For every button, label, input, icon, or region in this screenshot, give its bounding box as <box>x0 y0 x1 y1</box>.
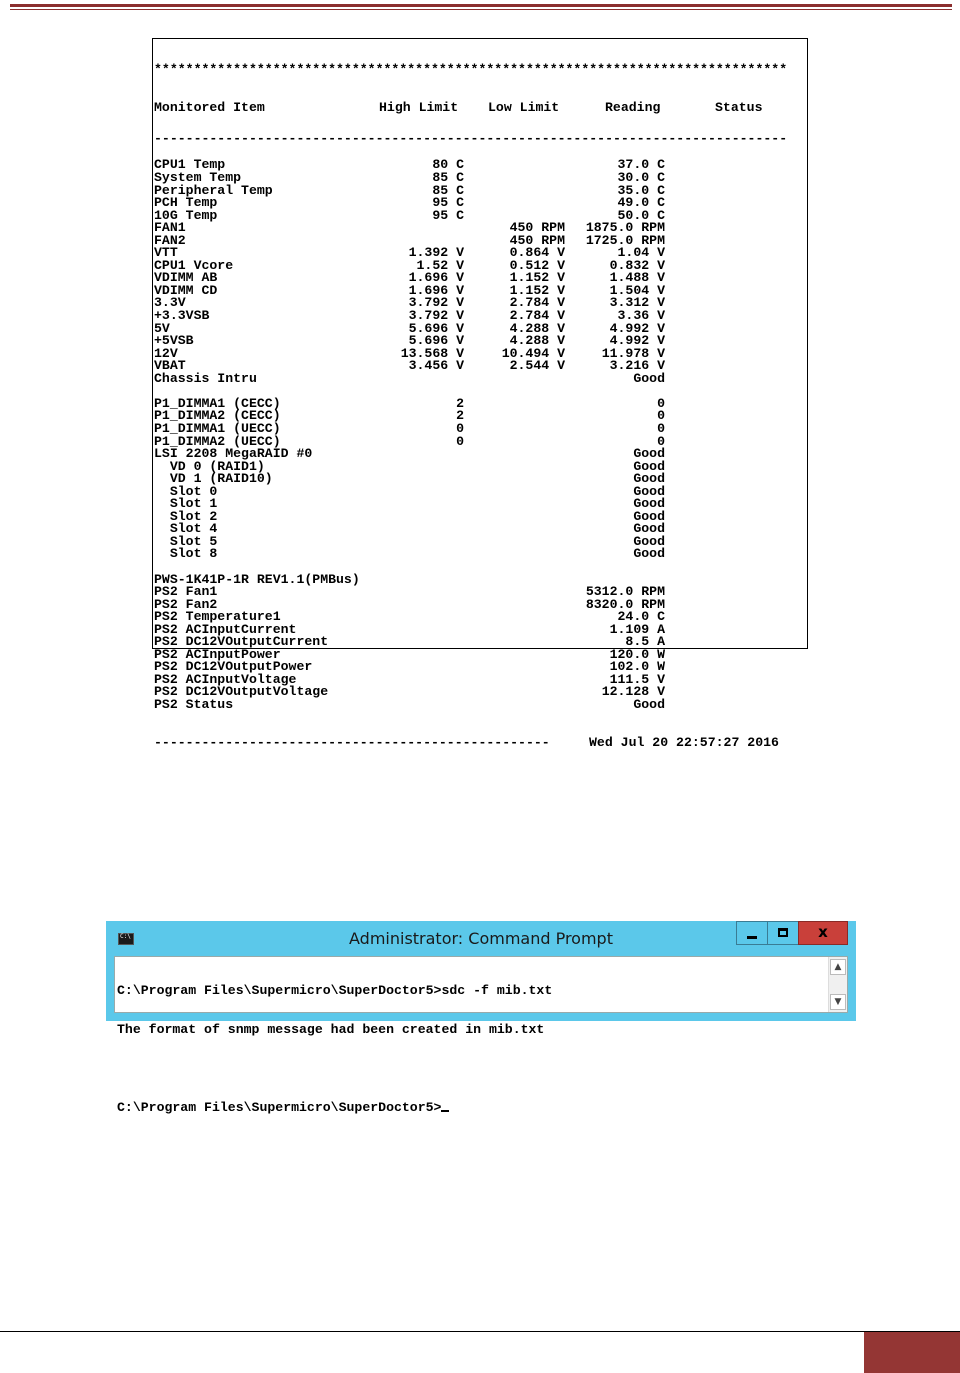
row-item-name: VD 0 (RAID1) <box>154 458 265 474</box>
row-reading: 8.5 A <box>625 634 665 650</box>
row-item-name: VBAT <box>154 358 186 374</box>
cmd-prompt-line <box>117 1101 552 1114</box>
row-item-name: Slot 4 <box>154 521 218 537</box>
report-row <box>153 523 809 536</box>
row-item-name: Chassis Intru <box>154 370 257 386</box>
report-row <box>153 508 809 524</box>
row-low-limit: 1.152 V <box>509 282 565 298</box>
row-reading: 5312.0 RPM <box>585 584 665 600</box>
report-row <box>153 282 809 298</box>
cmd-output <box>117 958 552 1140</box>
row-high-limit: 0 <box>456 433 464 449</box>
row-item-name: PS2 Temperature1 <box>154 609 281 625</box>
row-reading: Good <box>633 521 665 537</box>
minimize-button[interactable] <box>736 921 768 945</box>
report-row <box>153 159 809 172</box>
row-item-name: FAN2 <box>154 232 186 248</box>
row-reading: Good <box>633 370 665 386</box>
row-reading: 24.0 C <box>617 609 665 625</box>
report-row <box>153 297 809 310</box>
row-item-name: PWS-1K41P-1R REV1.1(PMBus) <box>154 571 360 587</box>
row-reading: 49.0 C <box>617 195 665 211</box>
row-high-limit: 85 C <box>432 170 464 186</box>
report-row <box>153 207 809 223</box>
row-high-limit: 95 C <box>432 207 464 223</box>
header-low-limit: Low Limit <box>488 99 560 115</box>
row-item-name: 5V <box>154 320 170 336</box>
header-status: Status <box>715 99 763 115</box>
report-row <box>153 247 809 260</box>
minimize-icon <box>747 936 757 939</box>
vertical-scrollbar[interactable] <box>828 957 847 1012</box>
row-item-name: +5VSB <box>154 333 194 349</box>
row-reading: Good <box>633 696 665 712</box>
row-high-limit: 0 <box>456 420 464 436</box>
report-end-dashes: -------------------------------------------------- <box>154 734 550 750</box>
cmd-title: Administrator: Command Prompt <box>349 929 613 948</box>
row-high-limit: 1.696 V <box>408 282 464 298</box>
row-item-name: Slot 2 <box>154 508 218 524</box>
scroll-up-icon[interactable]: ▲ <box>830 959 846 975</box>
row-item-name: P1_DIMMA2 (CECC) <box>154 408 281 424</box>
report-row <box>153 571 809 587</box>
row-low-limit: 2.544 V <box>509 358 565 374</box>
row-reading: 4.992 V <box>609 320 665 336</box>
row-reading: 0 <box>657 395 665 411</box>
maximize-button[interactable] <box>767 921 799 945</box>
row-reading: 3.312 V <box>609 295 665 311</box>
report-end-row <box>153 734 809 750</box>
row-item-name: 3.3V <box>154 295 186 311</box>
row-high-limit: 5.696 V <box>408 320 464 336</box>
row-item-name: Slot 8 <box>154 546 218 562</box>
report-row <box>153 483 809 499</box>
row-reading: 0 <box>657 420 665 436</box>
row-high-limit: 2 <box>456 395 464 411</box>
row-reading: Good <box>633 533 665 549</box>
row-high-limit: 3.792 V <box>408 295 464 311</box>
row-reading: 111.5 V <box>609 671 665 687</box>
row-reading: Good <box>633 496 665 512</box>
report-row <box>153 222 809 235</box>
report-dashes: -------------------------------------------------------------------------------- <box>154 131 788 147</box>
report-row <box>153 272 809 285</box>
row-item-name: PS2 DC12VOutputPower <box>154 659 313 675</box>
row-reading: 102.0 W <box>609 659 665 675</box>
report-row <box>153 533 809 549</box>
scroll-down-icon[interactable]: ▼ <box>830 994 846 1010</box>
row-reading: 1.488 V <box>609 270 665 286</box>
report-stars: ******************************************************************************** <box>154 62 788 78</box>
report-dash-row <box>153 131 809 147</box>
report-row <box>153 310 809 323</box>
row-reading: 4.992 V <box>609 333 665 349</box>
row-item-name: VDIMM AB <box>154 270 218 286</box>
header-monitored-item: Monitored Item <box>154 99 265 115</box>
row-low-limit: 2.784 V <box>509 308 565 324</box>
row-reading: 1.504 V <box>609 282 665 298</box>
row-item-name: +3.3VSB <box>154 308 210 324</box>
row-item-name: PS2 ACInputVoltage <box>154 671 297 687</box>
row-high-limit: 1.696 V <box>408 270 464 286</box>
row-low-limit: 10.494 V <box>501 345 565 361</box>
report-row <box>153 686 809 699</box>
row-item-name: 10G Temp <box>154 207 218 223</box>
row-low-limit: 450 RPM <box>509 232 565 248</box>
report-row <box>153 586 809 599</box>
row-item-name: 12V <box>154 345 178 361</box>
footer-rule <box>0 1331 960 1332</box>
close-icon: x <box>818 923 828 941</box>
row-reading: 1875.0 RPM <box>585 220 665 236</box>
row-item-name: FAN1 <box>154 220 186 236</box>
header-rule <box>10 4 952 7</box>
row-reading: Good <box>633 483 665 499</box>
row-low-limit: 4.288 V <box>509 320 565 336</box>
row-high-limit: 80 C <box>432 157 464 173</box>
row-item-name: PS2 Status <box>154 696 234 712</box>
sensor-report-console <box>152 38 808 750</box>
header-rule-thin <box>10 9 952 10</box>
row-reading: 30.0 C <box>617 170 665 186</box>
row-reading: 12.128 V <box>601 684 665 700</box>
report-row <box>153 335 809 348</box>
close-button[interactable] <box>798 921 848 945</box>
row-item-name: LSI 2208 MegaRAID #0 <box>154 446 313 462</box>
row-reading: 3.36 V <box>617 308 665 324</box>
row-item-name: CPU1 Temp <box>154 157 226 173</box>
row-reading: 3.216 V <box>609 358 665 374</box>
report-row <box>153 696 809 712</box>
row-reading: 0 <box>657 408 665 424</box>
report-row <box>153 370 809 386</box>
row-reading: 37.0 C <box>617 157 665 173</box>
row-high-limit: 13.568 V <box>400 345 464 361</box>
row-high-limit: 3.792 V <box>408 308 464 324</box>
row-item-name: PS2 Fan2 <box>154 596 218 612</box>
row-item-name: VTT <box>154 245 178 261</box>
row-reading: 120.0 W <box>609 646 665 662</box>
report-row <box>153 232 809 248</box>
row-item-name: PS2 Fan1 <box>154 584 218 600</box>
row-reading: Good <box>633 446 665 462</box>
row-high-limit: 2 <box>456 408 464 424</box>
row-high-limit: 1.392 V <box>408 245 464 261</box>
row-reading: 1.04 V <box>617 245 665 261</box>
cmd-prompt: C:\Program Files\Supermicro\SuperDoctor5> <box>117 1100 442 1115</box>
row-reading: 0 <box>657 433 665 449</box>
footer-page-block <box>864 1332 960 1373</box>
row-reading: 0.832 V <box>609 257 665 273</box>
row-high-limit: 95 C <box>432 195 464 211</box>
report-row <box>153 320 809 336</box>
row-low-limit: 2.784 V <box>509 295 565 311</box>
row-item-name: P1_DIMMA1 (CECC) <box>154 395 281 411</box>
row-high-limit: 85 C <box>432 182 464 198</box>
cmd-line-1: C:\Program Files\Supermicro\SuperDoctor5>sdc -f mib.txt <box>117 983 553 998</box>
row-item-name: Slot 0 <box>154 483 218 499</box>
report-timestamp: Wed Jul 20 22:57:27 2016 <box>589 734 779 750</box>
command-prompt-window <box>106 921 856 1115</box>
text-cursor <box>441 1110 449 1112</box>
row-item-name: System Temp <box>154 170 242 186</box>
row-low-limit: 0.512 V <box>509 257 565 273</box>
report-row <box>153 548 809 561</box>
maximize-icon <box>778 928 788 937</box>
report-row <box>153 345 809 361</box>
row-reading: 8320.0 RPM <box>585 596 665 612</box>
row-item-name: Slot 5 <box>154 533 218 549</box>
cmd-console-area[interactable] <box>114 956 848 1115</box>
row-reading: 35.0 C <box>617 182 665 198</box>
cmd-line-3 <box>117 1062 552 1075</box>
sensor-report-text <box>153 39 809 774</box>
row-reading: Good <box>633 458 665 474</box>
report-row <box>153 197 809 210</box>
row-low-limit: 450 RPM <box>509 220 565 236</box>
row-item-name: P1_DIMMA2 (UECC) <box>154 433 281 449</box>
row-reading: Good <box>633 471 665 487</box>
report-header-row <box>153 99 809 115</box>
report-rows <box>153 159 809 711</box>
row-item-name: CPU1 Vcore <box>154 257 234 273</box>
header-reading: Reading <box>605 99 661 115</box>
report-row <box>153 473 809 486</box>
row-low-limit: 0.864 V <box>509 245 565 261</box>
row-low-limit: 1.152 V <box>509 270 565 286</box>
row-item-name: PS2 ACInputPower <box>154 646 281 662</box>
report-row <box>153 257 809 273</box>
row-reading: 50.0 C <box>617 207 665 223</box>
row-high-limit: 1.52 V <box>416 257 464 273</box>
row-item-name: Peripheral Temp <box>154 182 273 198</box>
report-row <box>153 182 809 198</box>
row-item-name: Slot 1 <box>154 496 218 512</box>
row-reading: 1.109 A <box>609 621 665 637</box>
report-stars-row <box>153 64 809 77</box>
row-reading: 11.978 V <box>601 345 665 361</box>
row-item-name: PCH Temp <box>154 195 218 211</box>
row-item-name: P1_DIMMA1 (UECC) <box>154 420 281 436</box>
row-low-limit: 4.288 V <box>509 333 565 349</box>
row-item-name: PS2 ACInputCurrent <box>154 621 297 637</box>
row-high-limit: 5.696 V <box>408 333 464 349</box>
row-reading: 1725.0 RPM <box>585 232 665 248</box>
row-reading: Good <box>633 546 665 562</box>
row-reading: Good <box>633 508 665 524</box>
cmd-titlebar[interactable] <box>106 921 856 955</box>
row-item-name: VD 1 (RAID10) <box>154 471 273 487</box>
row-item-name: PS2 DC12VOutputCurrent <box>154 634 329 650</box>
cmd-line-2: The format of snmp message had been created in mib.txt <box>117 1022 545 1037</box>
header-high-limit: High Limit <box>379 99 459 115</box>
row-high-limit: 3.456 V <box>408 358 464 374</box>
row-item-name: PS2 DC12VOutputVoltage <box>154 684 329 700</box>
report-row <box>153 498 809 511</box>
row-item-name: VDIMM CD <box>154 282 218 298</box>
